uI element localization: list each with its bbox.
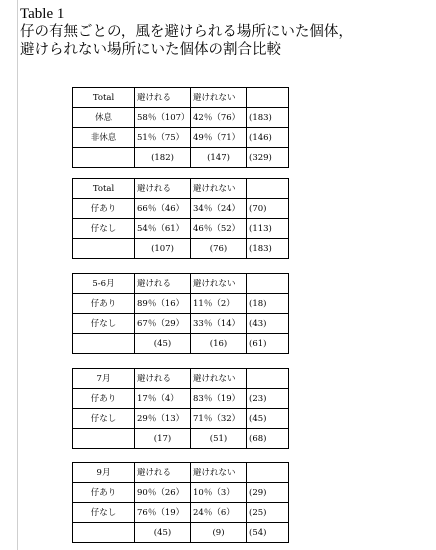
column-header-unavoidable: 避けれない xyxy=(191,179,247,199)
table-cell: (68) xyxy=(247,429,289,449)
table-cell: (9) xyxy=(191,523,247,543)
table-label: Table 1 xyxy=(20,6,65,22)
comparison-table-september xyxy=(72,462,289,543)
table-cell: 24％（6） xyxy=(191,503,247,523)
row-label: 仔なし xyxy=(73,314,135,334)
table-cell: (16) xyxy=(191,334,247,354)
table-cell: 10％（3） xyxy=(191,483,247,503)
row-heading: 9月 xyxy=(73,463,135,483)
table-cell: (107) xyxy=(135,239,191,259)
table-cell: 66％（46） xyxy=(135,199,191,219)
table-cell: 76％（19） xyxy=(135,503,191,523)
row-label xyxy=(73,523,135,543)
row-label xyxy=(73,239,135,259)
table-row xyxy=(73,503,289,523)
table-row xyxy=(73,389,289,409)
table-cell: (23) xyxy=(247,389,289,409)
column-header-avoidable: 避けれる xyxy=(135,274,191,294)
column-header-unavoidable: 避けれない xyxy=(191,369,247,389)
table-cell: 29％（13） xyxy=(135,409,191,429)
table-cell: (45) xyxy=(135,334,191,354)
table-cell: (51) xyxy=(191,429,247,449)
table-header xyxy=(20,6,430,59)
comparison-table-total-rest xyxy=(72,87,289,168)
column-header-avoidable: 避けれる xyxy=(135,463,191,483)
table-cell: 89％（16） xyxy=(135,294,191,314)
column-header-unavoidable: 避けれない xyxy=(191,88,247,108)
row-label: 仔あり xyxy=(73,199,135,219)
table-cell: (54) xyxy=(247,523,289,543)
table-row xyxy=(73,199,289,219)
table-cell: (147) xyxy=(191,148,247,168)
table-cell: 67％（29） xyxy=(135,314,191,334)
table-cell: (183) xyxy=(247,108,289,128)
row-label xyxy=(73,148,135,168)
column-header-total xyxy=(247,463,289,483)
table-caption-line-2: 避けられない場所にいた個体の割合比較 xyxy=(20,42,281,58)
table-total-row xyxy=(73,334,289,354)
table-header-row xyxy=(73,463,289,483)
table-cell: (70) xyxy=(247,199,289,219)
table-header-row xyxy=(73,369,289,389)
row-label: 仔あり xyxy=(73,389,135,409)
row-heading: Total xyxy=(73,179,135,199)
table-cell: 51％（75） xyxy=(135,128,191,148)
table-total-row xyxy=(73,429,289,449)
column-header-total xyxy=(247,179,289,199)
table-cell: 83％（19） xyxy=(191,389,247,409)
row-label: 休息 xyxy=(73,108,135,128)
column-header-total xyxy=(247,369,289,389)
table-total-row xyxy=(73,239,289,259)
table-cell: (45) xyxy=(135,523,191,543)
column-header-unavoidable: 避けれない xyxy=(191,463,247,483)
table-cell: 34％（24） xyxy=(191,199,247,219)
comparison-table-may-june xyxy=(72,273,289,354)
table-row xyxy=(73,294,289,314)
table-header-row xyxy=(73,274,289,294)
row-label: 非休息 xyxy=(73,128,135,148)
row-heading: 7月 xyxy=(73,369,135,389)
table-row xyxy=(73,128,289,148)
table-total-row xyxy=(73,523,289,543)
table-header-row xyxy=(73,88,289,108)
table-cell: 49％（71） xyxy=(191,128,247,148)
row-label: 仔なし xyxy=(73,219,135,239)
table-row xyxy=(73,314,289,334)
table-row xyxy=(73,409,289,429)
table-header-row xyxy=(73,179,289,199)
table-cell: (146) xyxy=(247,128,289,148)
table-cell: (43) xyxy=(247,314,289,334)
page-left-rule xyxy=(17,0,18,550)
table-cell: (61) xyxy=(247,334,289,354)
table-cell: (29) xyxy=(247,483,289,503)
table-total-row xyxy=(73,148,289,168)
row-label: 仔あり xyxy=(73,294,135,314)
table-cell: (25) xyxy=(247,503,289,523)
table-cell: 17％（4） xyxy=(135,389,191,409)
row-heading: Total xyxy=(73,88,135,108)
row-label: 仔なし xyxy=(73,409,135,429)
table-caption-line-1: 仔の有無ごとの，風を避けられる場所にいた個体， xyxy=(20,24,353,40)
row-heading: 5-6月 xyxy=(73,274,135,294)
column-header-avoidable: 避けれる xyxy=(135,88,191,108)
table-cell: 90％（26） xyxy=(135,483,191,503)
table-cell: (183) xyxy=(247,239,289,259)
comparison-table-total-pups xyxy=(72,178,289,259)
table-row xyxy=(73,108,289,128)
table-cell: 71％（32） xyxy=(191,409,247,429)
table-row xyxy=(73,483,289,503)
table-cell: (17) xyxy=(135,429,191,449)
table-cell: (18) xyxy=(247,294,289,314)
column-header-total xyxy=(247,88,289,108)
comparison-table-july xyxy=(72,368,289,449)
table-row xyxy=(73,219,289,239)
row-label: 仔なし xyxy=(73,503,135,523)
table-cell: 42％（76） xyxy=(191,108,247,128)
row-label xyxy=(73,334,135,354)
table-cell: 11％（2） xyxy=(191,294,247,314)
table-cell: (76) xyxy=(191,239,247,259)
table-cell: (45) xyxy=(247,409,289,429)
table-cell: (329) xyxy=(247,148,289,168)
row-label: 仔あり xyxy=(73,483,135,503)
table-cell: (182) xyxy=(135,148,191,168)
column-header-avoidable: 避けれる xyxy=(135,179,191,199)
table-cell: 33％（14） xyxy=(191,314,247,334)
table-cell: 46％（52） xyxy=(191,219,247,239)
column-header-unavoidable: 避けれない xyxy=(191,274,247,294)
row-label xyxy=(73,429,135,449)
column-header-avoidable: 避けれる xyxy=(135,369,191,389)
table-cell: 54％（61） xyxy=(135,219,191,239)
column-header-total xyxy=(247,274,289,294)
table-cell: 58％（107） xyxy=(135,108,191,128)
table-cell: (113) xyxy=(247,219,289,239)
